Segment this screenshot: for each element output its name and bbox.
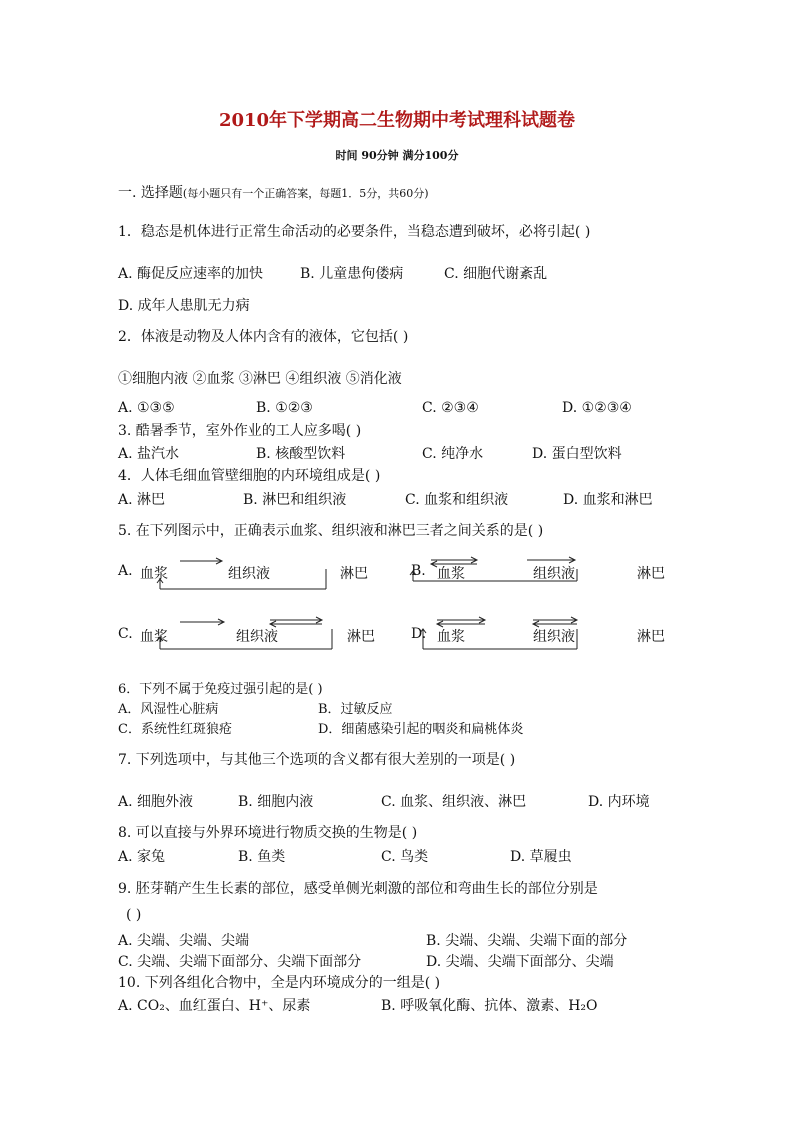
- section-heading: [118, 182, 428, 202]
- q9-answer-paren: ( ): [126, 907, 142, 923]
- q2-option-c: C. ②③④: [422, 400, 479, 416]
- q1-option-a: A. 酶促反应速率的加快: [118, 266, 264, 282]
- q9-option-a: A. 尖端、尖端、尖端: [118, 933, 250, 949]
- q9-option-b: B. 尖端、尖端、尖端下面的部分: [426, 933, 628, 949]
- diagram-d-label: D.: [411, 626, 427, 642]
- q4-option-c: C. 血浆和组织液: [405, 492, 509, 508]
- q6-stem: 6．下列不属于免疫过强引起的是( ): [118, 682, 323, 697]
- diagram-a-tissue-fluid: 组织液: [228, 566, 270, 582]
- q4-option-a: A. 淋巴: [118, 492, 166, 508]
- q9-option-d: D. 尖端、尖端下面部分、尖端: [426, 954, 614, 970]
- diagram-c-tissue-fluid: 组织液: [236, 629, 278, 645]
- diagram-c-lymph: 淋巴: [347, 629, 375, 645]
- q4-option-d: D. 血浆和淋巴: [563, 492, 653, 508]
- q7-option-d: D. 内环境: [588, 794, 650, 810]
- q2-option-a: A. ①③⑤: [118, 400, 175, 416]
- diagram-c-label: C.: [118, 626, 133, 642]
- q9-option-c: C. 尖端、尖端下面部分、尖端下面部分: [118, 954, 362, 970]
- q1-stem: 1．稳态是机体进行正常生命活动的必要条件，当稳态遭到破坏，必将引起( ): [118, 224, 591, 240]
- q8-option-a: A. 家兔: [118, 849, 166, 865]
- q4-stem: 4．人体毛细血管壁细胞的内环境组成是( ): [118, 468, 381, 484]
- q3-option-c: C. 纯净水: [422, 446, 484, 462]
- section-label: 一. 选择题: [118, 185, 183, 201]
- q2-option-b: B. ①②③: [256, 400, 313, 416]
- q10-stem: 10. 下列各组化合物中，全是内环境成分的一组是( ): [118, 975, 441, 991]
- q8-option-c: C. 鸟类: [381, 849, 429, 865]
- q1-option-b: B. 儿童患佝偻病: [300, 266, 404, 282]
- q1-option-d: D. 成年人患肌无力病: [118, 298, 250, 314]
- q8-option-d: D. 草履虫: [510, 849, 572, 865]
- diagram-a-arrows: [150, 555, 340, 595]
- q1-option-c: C. 细胞代谢紊乱: [444, 266, 548, 282]
- diagram-b-arrows: [405, 555, 595, 595]
- q5-stem: 5. 在下列图示中，正确表示血浆、组织液和淋巴三者之间关系的是( ): [118, 523, 544, 539]
- diagram-b-lymph: 淋巴: [637, 566, 665, 582]
- q6-option-c: C．系统性红斑狼疮: [118, 722, 232, 737]
- q7-stem: 7. 下列选项中，与其他三个选项的含义都有很大差别的一项是( ): [118, 752, 516, 768]
- diagram-b-label: B.: [411, 563, 426, 579]
- q10-option-a: A. CO₂、血红蛋白、H⁺、尿素: [118, 998, 311, 1014]
- diagram-b-plasma: 血浆: [437, 566, 465, 582]
- diagram-d-plasma: 血浆: [437, 629, 465, 645]
- section-note: (每小题只有一个正确答案，每题1．5分，共60分): [182, 187, 429, 200]
- diagram-d-lymph: 淋巴: [637, 629, 665, 645]
- q6-option-d: D．细菌感染引起的咽炎和扁桃体炎: [318, 722, 524, 737]
- diagram-c-plasma: 血浆: [140, 629, 168, 645]
- diagram-a-lymph: 淋巴: [340, 566, 368, 582]
- q2-items: ①细胞内液 ②血浆 ③淋巴 ④组织液 ⑤消化液: [118, 371, 402, 387]
- diagram-d-tissue-fluid: 组织液: [533, 629, 575, 645]
- q3-option-b: B. 核酸型饮料: [256, 446, 346, 462]
- diagram-a-plasma: 血浆: [140, 566, 168, 582]
- q2-stem: 2．体液是动物及人体内含有的液体，它包括( ): [118, 329, 409, 345]
- exam-info: 时间 90分钟 满分100分: [335, 149, 459, 162]
- diagram-a-label: A.: [118, 563, 133, 579]
- q7-option-b: B. 细胞内液: [238, 794, 314, 810]
- q6-option-b: B．过敏反应: [318, 702, 393, 717]
- q10-option-b: B. 呼吸氧化酶、抗体、激素、H₂O: [381, 998, 598, 1014]
- q2-option-d: D. ①②③④: [562, 400, 632, 416]
- q8-stem: 8. 可以直接与外界环境进行物质交换的生物是( ): [118, 825, 418, 841]
- q7-option-a: A. 细胞外液: [118, 794, 194, 810]
- q7-option-c: C. 血浆、组织液、淋巴: [381, 794, 527, 810]
- q3-stem: 3. 酷暑季节，室外作业的工人应多喝( ): [118, 423, 362, 439]
- q8-option-b: B. 鱼类: [238, 849, 286, 865]
- diagram-c-arrows: [150, 615, 340, 655]
- q9-stem: 9. 胚芽鞘产生生长素的部位，感受单侧光刺激的部位和弯曲生长的部位分别是: [118, 881, 598, 897]
- q3-option-d: D. 蛋白型饮料: [532, 446, 622, 462]
- diagram-d-arrows: [405, 615, 595, 655]
- q4-option-b: B. 淋巴和组织液: [243, 492, 347, 508]
- q6-option-a: A．风湿性心脏病: [118, 702, 219, 717]
- page-title: 2010年下学期高二生物期中考试理科试题卷: [218, 110, 576, 131]
- q3-option-a: A. 盐汽水: [118, 446, 180, 462]
- diagram-b-tissue-fluid: 组织液: [533, 566, 575, 582]
